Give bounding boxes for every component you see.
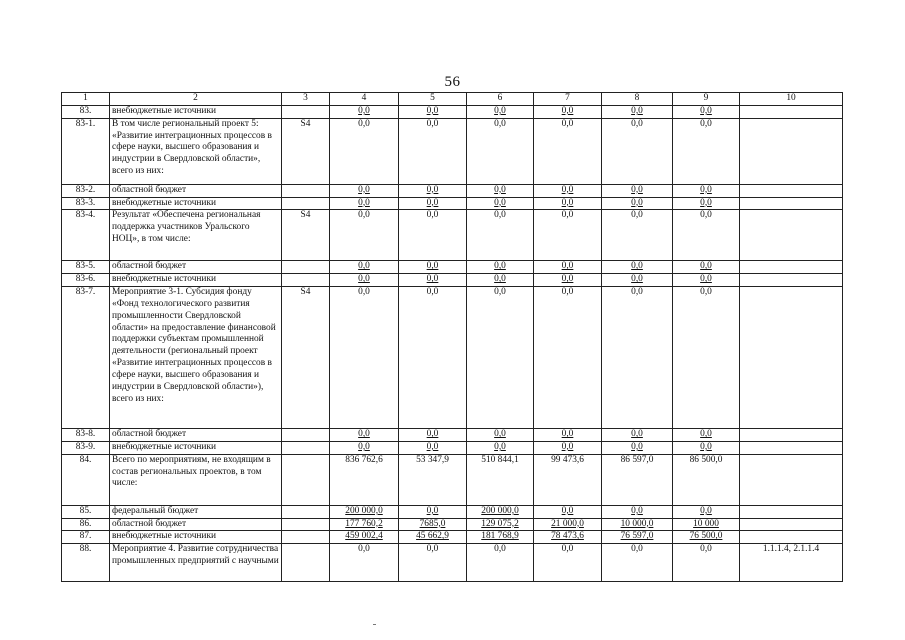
table-row [62, 531, 843, 544]
value-text: 0,0 [358, 197, 370, 208]
target-indicator [740, 454, 843, 505]
row-code [282, 184, 330, 197]
value-text: 0,0 [561, 197, 574, 208]
value-cell [534, 261, 602, 274]
value-cell [673, 454, 740, 505]
value-cell [673, 518, 740, 531]
value-text: 0,0 [631, 197, 643, 208]
value-text: 0,0 [426, 429, 439, 440]
row-number: 86. [62, 518, 110, 531]
value-text: 0,0 [358, 287, 370, 298]
value-cell [467, 454, 534, 505]
value-cell [602, 184, 673, 197]
value-cell [467, 184, 534, 197]
value-cell [399, 184, 467, 197]
value-cell [399, 531, 467, 544]
value-text: 0,0 [426, 197, 439, 208]
value-cell [534, 454, 602, 505]
row-description: областной бюджет [110, 261, 282, 274]
value-cell [602, 531, 673, 544]
value-cell [330, 429, 399, 442]
value-cell [399, 105, 467, 118]
value-text: 0,0 [494, 197, 506, 208]
value-cell [399, 518, 467, 531]
value-cell [330, 210, 399, 261]
table-row [62, 197, 843, 210]
value-text: 129 075,2 [481, 518, 519, 529]
value-text: 0,0 [561, 544, 574, 555]
value-text: 0,0 [561, 505, 574, 516]
value-cell [467, 261, 534, 274]
value-cell [330, 454, 399, 505]
value-text: 0,0 [494, 210, 506, 221]
value-cell [399, 454, 467, 505]
value-text: 200 000,0 [481, 505, 519, 516]
value-text: 0,0 [700, 105, 712, 116]
value-cell [673, 274, 740, 287]
value-text: 0,0 [494, 184, 506, 195]
row-code [282, 274, 330, 287]
value-text: 21 000,0 [551, 518, 584, 529]
value-text: 0,0 [631, 210, 643, 221]
value-text: 0,0 [358, 441, 370, 452]
value-text: 0,0 [631, 544, 643, 555]
table-row [62, 505, 843, 518]
value-text: 0,0 [426, 441, 439, 452]
table-row [62, 518, 843, 531]
column-number: 10 [740, 93, 843, 106]
value-cell [467, 518, 534, 531]
target-indicator [740, 118, 843, 184]
row-code [282, 454, 330, 505]
target-indicator [740, 197, 843, 210]
value-cell [602, 261, 673, 274]
column-number: 4 [330, 93, 399, 106]
row-description: Мероприятие 4. Развитие сотрудничества промышленных предприятий с научными [110, 544, 282, 582]
value-text: 0,0 [631, 105, 643, 116]
row-code [282, 518, 330, 531]
value-cell [467, 287, 534, 429]
value-cell [330, 518, 399, 531]
value-text: 0,0 [494, 274, 506, 285]
scan-mark [373, 624, 376, 625]
value-text: 0,0 [561, 441, 574, 452]
value-cell [399, 210, 467, 261]
row-number: 83-1. [62, 118, 110, 184]
value-text: 0,0 [631, 118, 643, 129]
value-cell [399, 261, 467, 274]
row-description: федеральный бюджет [110, 505, 282, 518]
header-row [62, 93, 843, 106]
value-text: 0,0 [426, 544, 439, 555]
row-number: 85. [62, 505, 110, 518]
value-cell [330, 505, 399, 518]
value-text: 76 500,0 [689, 531, 723, 542]
row-code [282, 531, 330, 544]
value-text: 0,0 [494, 287, 506, 298]
value-cell [602, 105, 673, 118]
value-cell [534, 184, 602, 197]
table-row [62, 274, 843, 287]
value-cell [330, 184, 399, 197]
page-number: 56 [444, 74, 461, 90]
value-text: 0,0 [358, 544, 370, 555]
value-text: 0,0 [700, 184, 712, 195]
value-text: 0,0 [494, 261, 506, 272]
column-number: 2 [110, 93, 282, 106]
value-cell [673, 429, 740, 442]
row-number: 83-9. [62, 441, 110, 454]
value-cell [330, 287, 399, 429]
value-cell [534, 441, 602, 454]
value-text: 0,0 [494, 118, 506, 129]
row-description: Результат «Обеспечена региональная поддержка участников Уральского НОЦ», в том числе: [110, 210, 282, 261]
target-indicator [740, 429, 843, 442]
value-text: 0,0 [426, 505, 439, 516]
row-description: Всего по мероприятиям, не входящим в состав региональных проектов, в том числе: [110, 454, 282, 505]
table-row [62, 429, 843, 442]
value-text: 0,0 [561, 105, 574, 116]
value-text: 0,0 [561, 274, 574, 285]
row-code [282, 105, 330, 118]
value-text: 0,0 [358, 210, 370, 221]
column-number: 5 [399, 93, 467, 106]
target-indicator [740, 105, 843, 118]
value-cell [330, 531, 399, 544]
target-indicator [740, 531, 843, 544]
target-indicator [740, 287, 843, 429]
value-cell [602, 287, 673, 429]
value-cell [399, 441, 467, 454]
row-number: 88. [62, 544, 110, 582]
row-description: внебюджетные источники [110, 105, 282, 118]
value-cell [673, 261, 740, 274]
value-text: 0,0 [631, 184, 643, 195]
value-text: 0,0 [631, 505, 643, 516]
value-text: 0,0 [426, 105, 439, 116]
value-cell [467, 274, 534, 287]
value-text: 0,0 [358, 118, 370, 129]
value-cell [673, 441, 740, 454]
row-number: 83-4. [62, 210, 110, 261]
value-cell [330, 105, 399, 118]
value-text: 0,0 [700, 197, 712, 208]
row-number: 87. [62, 531, 110, 544]
value-text: 0,0 [426, 261, 439, 272]
value-cell [467, 429, 534, 442]
table-row [62, 544, 843, 582]
value-cell [330, 274, 399, 287]
value-cell [330, 118, 399, 184]
value-text: 45 662,9 [416, 531, 449, 542]
value-text: 99 473,6 [551, 454, 584, 465]
value-cell [467, 505, 534, 518]
value-text: 0,0 [700, 505, 712, 516]
value-text: 0,0 [631, 441, 643, 452]
value-text: 0,0 [561, 429, 574, 440]
row-number: 84. [62, 454, 110, 505]
value-cell [534, 544, 602, 582]
value-cell [399, 544, 467, 582]
row-description: В том числе региональный проект 5: «Развитие интеграционных процессов в сфере науки, высшего образования и индустрии в Свердловской области», всего из них: [110, 118, 282, 184]
value-cell [399, 287, 467, 429]
row-number: 83-2. [62, 184, 110, 197]
value-cell [602, 274, 673, 287]
value-cell [673, 197, 740, 210]
value-text: 0,0 [631, 429, 643, 440]
value-text: 0,0 [700, 429, 712, 440]
column-number: 8 [602, 93, 673, 106]
row-number: 83-5. [62, 261, 110, 274]
budget-table [61, 92, 843, 582]
value-text: 0,0 [358, 105, 370, 116]
value-text: 0,0 [494, 429, 506, 440]
value-text: 0,0 [426, 184, 439, 195]
value-cell [534, 518, 602, 531]
target-indicator [740, 505, 843, 518]
value-text: 0,0 [561, 210, 574, 221]
row-number: 83-3. [62, 197, 110, 210]
value-text: 0,0 [494, 105, 506, 116]
column-number: 1 [62, 93, 110, 106]
value-cell [534, 210, 602, 261]
value-text: 0,0 [700, 210, 712, 221]
value-text: 0,0 [358, 261, 370, 272]
value-cell [467, 441, 534, 454]
row-number: 83-7. [62, 287, 110, 429]
row-code: S4 [282, 210, 330, 261]
target-indicator [740, 261, 843, 274]
value-cell [399, 118, 467, 184]
value-text: 0,0 [494, 441, 506, 452]
value-text: 0,0 [700, 261, 712, 272]
value-text: 181 768,9 [481, 531, 519, 542]
value-cell [602, 544, 673, 582]
row-number: 83-6. [62, 274, 110, 287]
value-cell [534, 105, 602, 118]
value-text: 0,0 [700, 118, 712, 129]
table-body [62, 93, 843, 582]
value-cell [602, 429, 673, 442]
target-indicator [740, 518, 843, 531]
value-cell [602, 518, 673, 531]
value-cell [602, 441, 673, 454]
value-cell [602, 197, 673, 210]
value-text: 0,0 [631, 287, 643, 298]
table-row [62, 454, 843, 505]
value-text: 86 597,0 [620, 454, 654, 465]
value-cell [330, 441, 399, 454]
value-text: 510 844,1 [481, 454, 519, 465]
value-text: 200 000,0 [345, 505, 383, 516]
value-cell [399, 505, 467, 518]
value-text: 0,0 [358, 274, 370, 285]
column-number: 3 [282, 93, 330, 106]
target-indicator: 1.1.1.4, 2.1.1.4 [740, 544, 843, 582]
value-cell [467, 197, 534, 210]
value-cell [673, 531, 740, 544]
value-cell [399, 197, 467, 210]
value-cell [673, 118, 740, 184]
value-cell [673, 544, 740, 582]
value-cell [534, 531, 602, 544]
value-cell [399, 274, 467, 287]
row-code [282, 544, 330, 582]
value-text: 459 002,4 [345, 531, 383, 542]
row-code [282, 505, 330, 518]
value-cell [467, 105, 534, 118]
value-text: 78 473,6 [551, 531, 584, 542]
target-indicator [740, 210, 843, 261]
column-number: 6 [467, 93, 534, 106]
value-text: 86 500,0 [689, 454, 723, 465]
target-indicator [740, 184, 843, 197]
value-text: 0,0 [358, 184, 370, 195]
value-cell [534, 287, 602, 429]
value-text: 0,0 [426, 287, 439, 298]
table-row [62, 118, 843, 184]
column-number: 9 [673, 93, 740, 106]
value-text: 177 760,2 [345, 518, 383, 529]
value-text: 0,0 [426, 118, 439, 129]
value-text: 0,0 [561, 261, 574, 272]
value-text: 0,0 [631, 274, 643, 285]
row-description: областной бюджет [110, 429, 282, 442]
value-text: 0,0 [561, 118, 574, 129]
value-cell [602, 454, 673, 505]
value-text: 0,0 [426, 210, 439, 221]
row-number: 83-8. [62, 429, 110, 442]
value-cell [467, 118, 534, 184]
target-indicator [740, 441, 843, 454]
row-number: 83. [62, 105, 110, 118]
value-cell [673, 210, 740, 261]
table-row [62, 441, 843, 454]
value-text: 10 000,0 [620, 518, 654, 529]
value-cell [673, 105, 740, 118]
value-text: 0,0 [561, 287, 574, 298]
value-text: 53 347,9 [416, 454, 449, 465]
value-cell [534, 274, 602, 287]
value-cell [467, 531, 534, 544]
table-row [62, 287, 843, 429]
row-description: Мероприятие 3-1. Субсидия фонду «Фонд технологического развития промышленности Свердловской области» на предоставление финансовой поддержки субъектам промышленной деятельности (региональный проект «Развитие интеграционных процессов в сфере науки, высшего образования и индустрии в Свердловской области»), всего из них: [110, 287, 282, 429]
value-text: 0,0 [631, 261, 643, 272]
value-cell [399, 429, 467, 442]
row-description: внебюджетные источники [110, 274, 282, 287]
table-row [62, 105, 843, 118]
table-row [62, 210, 843, 261]
value-cell [467, 544, 534, 582]
row-code: S4 [282, 287, 330, 429]
value-text: 0,0 [700, 441, 712, 452]
value-cell [534, 197, 602, 210]
value-cell [534, 118, 602, 184]
table-row [62, 184, 843, 197]
row-description: областной бюджет [110, 518, 282, 531]
value-cell [330, 261, 399, 274]
value-text: 0,0 [700, 287, 712, 298]
row-code [282, 441, 330, 454]
value-cell [467, 210, 534, 261]
value-cell [673, 505, 740, 518]
row-code: S4 [282, 118, 330, 184]
value-text: 836 762,6 [345, 454, 383, 465]
value-text: 0,0 [561, 184, 574, 195]
value-cell [602, 505, 673, 518]
row-description: внебюджетные источники [110, 197, 282, 210]
column-number: 7 [534, 93, 602, 106]
value-cell [330, 197, 399, 210]
value-cell [673, 184, 740, 197]
row-description: внебюджетные источники [110, 531, 282, 544]
row-code [282, 197, 330, 210]
row-description: внебюджетные источники [110, 441, 282, 454]
value-text: 0,0 [426, 274, 439, 285]
value-cell [602, 210, 673, 261]
value-text: 0,0 [700, 544, 712, 555]
value-cell [330, 544, 399, 582]
target-indicator [740, 274, 843, 287]
value-text: 76 597,0 [620, 531, 654, 542]
value-text: 7685,0 [419, 518, 446, 529]
value-text: 0,0 [358, 429, 370, 440]
row-code [282, 429, 330, 442]
value-text: 10 000 [693, 518, 719, 529]
value-cell [534, 429, 602, 442]
row-description: областной бюджет [110, 184, 282, 197]
value-cell [602, 118, 673, 184]
table-row [62, 261, 843, 274]
value-text: 0,0 [494, 544, 506, 555]
value-text: 0,0 [700, 274, 712, 285]
row-code [282, 261, 330, 274]
value-cell [673, 287, 740, 429]
value-cell [534, 505, 602, 518]
